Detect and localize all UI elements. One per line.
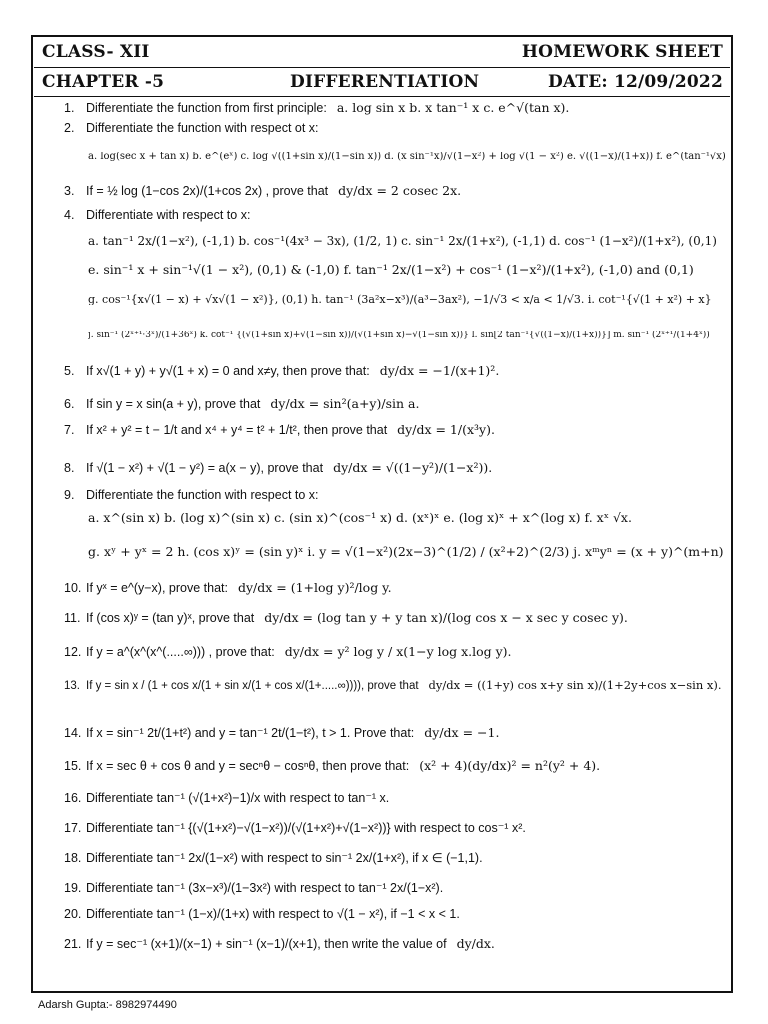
question-number: 7. [64, 424, 75, 437]
question-line [64, 612, 628, 625]
question-number: 20. [64, 908, 82, 921]
question-number: 2. [64, 122, 75, 135]
question-number: 17. [64, 822, 82, 835]
question-line [64, 792, 389, 805]
question-text: If sin y = x sin(a + y), prove that [86, 398, 261, 411]
question-number: 8. [64, 462, 75, 475]
question-math: j. sin⁻¹ (2ˣ⁺¹·3ˣ)/(1+36ˣ) k. cot⁻¹ {(√(1+sin x)+√(1−sin x))/(√(1+sin x)−√(1−sin x))} l. sin[2 tan⁻¹{√((1−x)/(1+x))}] m. sin⁻¹ (2ˣ⁺¹/(1+4ˣ)) [88, 331, 710, 340]
question-number: 14. [64, 727, 82, 740]
question-line [64, 646, 512, 659]
question-math: (x² + 4)(dy/dx)² = n²(y² + 4). [419, 760, 601, 773]
question-line [64, 185, 461, 198]
question-line [64, 489, 319, 502]
question-line [88, 235, 717, 247]
question-text: Differentiate the function with respect ot x: [86, 122, 319, 135]
question-text: If x = sin⁻¹ 2t/(1+t²) and y = tan⁻¹ 2t/(1−t²), t > 1. Prove that: [86, 727, 415, 740]
question-line [64, 938, 495, 951]
question-line [64, 822, 526, 835]
question-math: a. log(sec x + tan x) b. e^(eˣ) c. log √((1+sin x)/(1−sin x)) d. (x sin⁻¹x)/√(1−x²) + log √(1 − x²) e. √((1−x)/(1+x)) f. e^(tan⁻¹√x) [88, 152, 726, 162]
question-text: If = ½ log (1−cos 2x)/(1+cos 2x) , prove that [86, 185, 329, 198]
question-line [64, 424, 495, 437]
question-line [64, 398, 419, 411]
question-text: Differentiate the function from first principle: [86, 102, 327, 115]
question-line [64, 680, 722, 693]
question-number: 15. [64, 760, 82, 773]
question-line [64, 727, 499, 740]
header-divider [34, 96, 730, 97]
question-line [64, 365, 499, 378]
question-math: dy/dx = (log tan y + y tan x)/(log cos x − x sec y cosec y). [264, 612, 628, 625]
question-math: dy/dx = √((1−y²)/(1−x²)). [333, 462, 493, 475]
question-text: If x² + y² = t − 1/t and x⁴ + y⁴ = t² + 1/t², then prove that [86, 424, 388, 437]
question-text: If yˣ = e^(y−x), prove that: [86, 582, 228, 595]
question-math: dy/dx = y² log y / x(1−y log x.log y). [284, 646, 512, 659]
question-text: If y = sec⁻¹ (x+1)/(x−1) + sin⁻¹ (x−1)/(x+1), then write the value of [86, 938, 447, 951]
question-text: Differentiate with respect to x: [86, 209, 251, 222]
question-text: Differentiate tan⁻¹ (1−x)/(1+x) with respect to √(1 − x²), if −1 < x < 1. [86, 908, 460, 921]
question-text: If x = sec θ + cos θ and y = secⁿθ − cosⁿθ, then prove that: [86, 760, 410, 773]
question-number: 19. [64, 882, 82, 895]
question-math: a. tan⁻¹ 2x/(1−x²), (-1,1) b. cos⁻¹(4x³ − 3x), (1/2, 1) c. sin⁻¹ 2x/(1+x²), (-1,1) d. cos⁻¹ (1−x²)/(1+x²), (0,1) [88, 235, 717, 247]
question-line [88, 152, 726, 162]
question-line [64, 852, 483, 865]
question-math: a. log sin x b. x tan⁻¹ x c. e^√(tan x). [336, 102, 570, 115]
question-line [64, 122, 319, 135]
question-number: 4. [64, 209, 75, 222]
question-line [64, 760, 600, 773]
topic-title: DIFFERENTIATION [290, 72, 480, 92]
question-line [88, 512, 632, 525]
question-number: 10. [64, 582, 82, 595]
question-math: dy/dx = −1/(x+1)². [379, 365, 500, 378]
question-number: 3. [64, 185, 75, 198]
question-math: dy/dx = ((1+y) cos x+y sin x)/(1+2y+cos x−sin x). [428, 680, 722, 692]
question-line [88, 331, 710, 340]
question-math: dy/dx = 2 cosec 2x. [338, 185, 462, 198]
question-number: 9. [64, 489, 75, 502]
question-text: Differentiate tan⁻¹ 2x/(1−x²) with respect to sin⁻¹ 2x/(1+x²), if x ∈ (−1,1). [86, 852, 483, 865]
question-number: 1. [64, 102, 75, 115]
question-text: Differentiate tan⁻¹ (√(1+x²)−1)/x with respect to tan⁻¹ x. [86, 792, 390, 805]
sheet-title: HOMEWORK SHEET [521, 42, 723, 62]
question-line [64, 209, 250, 222]
question-number: 13. [64, 680, 80, 692]
question-math: g. xʸ + yˣ = 2 h. (cos x)ʸ = (sin y)ˣ i. y = √(1−x²)(2x−3)^(1/2) / (x²+2)^(2/3) j. xᵐyⁿ = (x + y)^(m+n) [88, 546, 724, 559]
question-line [64, 462, 492, 475]
question-math: g. cos⁻¹{x√(1 − x) + √x√(1 − x²)}, (0,1) h. tan⁻¹ (3a²x−x³)/(a³−3ax²), −1/√3 < x/a < 1/√3. i. cot⁻¹{√(1 + x²) + x} [88, 294, 712, 305]
footer-contact: Adarsh Gupta:- 8982974490 [38, 999, 177, 1011]
question-number: 6. [64, 398, 75, 411]
question-number: 18. [64, 852, 82, 865]
question-line [64, 582, 392, 595]
sheet-date: DATE: 12/09/2022 [547, 72, 723, 92]
question-text: If y = sin x / (1 + cos x/(1 + sin x/(1 + cos x/(1+.....∞)))), prove that [86, 680, 419, 692]
question-text: If (cos x)ʸ = (tan y)ˣ, prove that [86, 612, 255, 625]
question-line [88, 546, 724, 559]
question-text: If y = a^(x^(x^(.....∞))) , prove that: [86, 646, 275, 659]
question-math: dy/dx = 1/(x³y). [397, 424, 495, 437]
question-text: Differentiate tan⁻¹ {(√(1+x²)−√(1−x²))/(√(1+x²)+√(1−x²))} with respect to cos⁻¹ x². [86, 822, 526, 835]
question-number: 5. [64, 365, 75, 378]
question-math: dy/dx = sin²(a+y)/sin a. [270, 398, 420, 411]
question-math: dy/dx. [456, 938, 495, 951]
question-line [64, 908, 460, 921]
question-number: 11. [64, 612, 81, 625]
question-text: Differentiate tan⁻¹ (3x−x³)/(1−3x²) with respect to tan⁻¹ 2x/(1−x²). [86, 882, 444, 895]
question-math: a. x^(sin x) b. (log x)^(sin x) c. (sin x)^(cos⁻¹ x) d. (xˣ)ˣ e. (log x)ˣ + x^(log x) f. xˣ √x. [88, 512, 632, 525]
header-divider [34, 67, 730, 68]
question-line [64, 882, 443, 895]
question-text: If √(1 − x²) + √(1 − y²) = a(x − y), prove that [86, 462, 324, 475]
question-line [88, 294, 712, 305]
question-number: 12. [64, 646, 82, 659]
question-line [64, 102, 569, 115]
question-text: Differentiate the function with respect to x: [86, 489, 319, 502]
question-math: dy/dx = (1+log y)²/log y. [237, 582, 392, 595]
question-number: 21. [64, 938, 82, 951]
question-math: e. sin⁻¹ x + sin⁻¹√(1 − x²), (0,1) & (-1,0) f. tan⁻¹ 2x/(1−x²) + cos⁻¹ (1−x²)/(1+x²), (-1,0) and (0,1) [88, 264, 694, 277]
question-number: 16. [64, 792, 82, 805]
question-math: dy/dx = −1. [424, 727, 500, 740]
question-text: If x√(1 + y) + y√(1 + x) = 0 and x≠y, then prove that: [86, 365, 370, 378]
question-line [88, 264, 694, 277]
class-label: CLASS- XII [42, 42, 150, 62]
chapter-label: CHAPTER -5 [42, 72, 165, 92]
